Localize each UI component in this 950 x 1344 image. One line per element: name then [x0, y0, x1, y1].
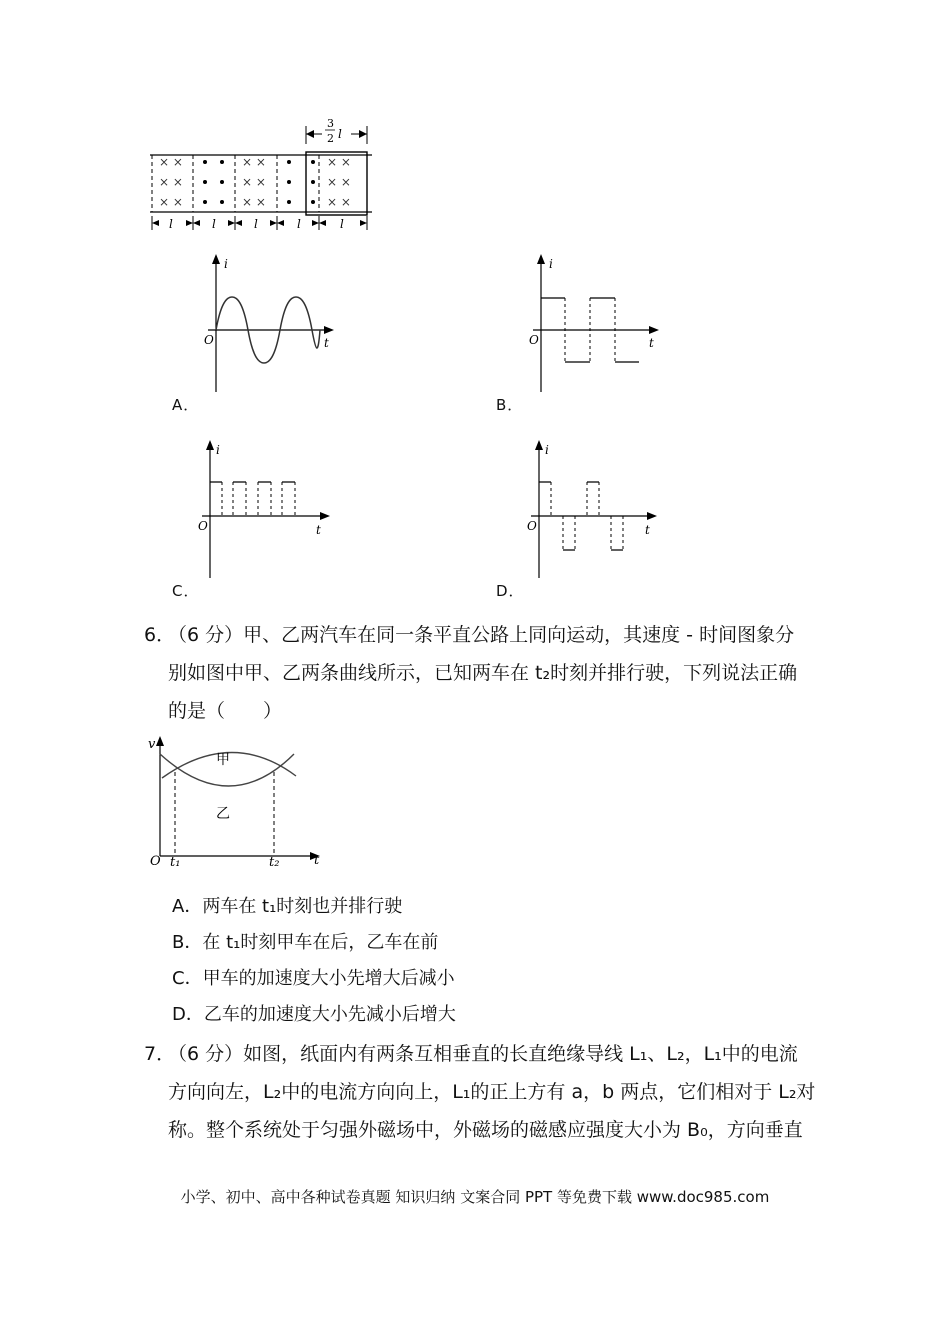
svg-text:× ×: × ×: [242, 175, 266, 189]
origin-label: O: [527, 519, 537, 533]
origin-label: O: [150, 854, 161, 869]
label-var: l: [338, 127, 342, 141]
option-d-label: D．: [496, 582, 525, 600]
t1-label: t₁: [170, 855, 181, 870]
magnetic-field-diagram: [140, 112, 380, 238]
option-c-label: C．: [172, 582, 200, 600]
axis-i-label: i: [216, 443, 220, 457]
segment-label: l: [340, 217, 344, 231]
svg-text:× ×: × ×: [159, 175, 183, 189]
page-footer: 小学、初中、高中各种试卷真题 知识归纳 文案合同 PPT 等免费下载 www.doc985.com: [180, 1188, 770, 1206]
axis-v-label: v: [148, 737, 156, 752]
q6-choice-d: D．乙车的加速度大小先减小后增大: [172, 1004, 456, 1025]
axis-t-label: t: [649, 336, 654, 350]
axis-t-label: t: [314, 853, 320, 868]
q7-line-2: 方向向左，L₂中的电流方向向上，L₁的正上方有 a，b 两点，它们相对于 L₂对: [168, 1081, 816, 1103]
segment-label: l: [169, 217, 173, 231]
label-den: 2: [327, 132, 334, 145]
q6-velocity-time-graph: [140, 732, 330, 872]
axis-t-label: t: [316, 523, 321, 537]
option-b-graph: [515, 252, 665, 397]
option-d-graph: [515, 438, 665, 583]
svg-text:× ×: × ×: [327, 195, 351, 209]
q6-choice-b: B．在 t₁时刻甲车在后，乙车在前: [172, 932, 439, 953]
svg-text:× ×: × ×: [159, 195, 183, 209]
svg-text:× ×: × ×: [159, 155, 183, 169]
q6-number: 6．: [144, 624, 176, 646]
q6-choice-c: C．甲车的加速度大小先增大后减小: [172, 968, 455, 989]
label-num: 3: [327, 117, 334, 130]
axis-t-label: t: [645, 523, 650, 537]
axis-i-label: i: [224, 257, 228, 271]
option-a-label: A．: [172, 396, 200, 414]
segment-label: l: [254, 217, 258, 231]
q7-line-3: 称。整个系统处于匀强外磁场中，外磁场的磁感应强度大小为 B₀，方向垂直: [168, 1119, 803, 1141]
q6-line-1: （6 分）甲、乙两汽车在同一条平直公路上同向运动，其速度 - 时间图象分: [168, 624, 795, 646]
svg-text:× ×: × ×: [327, 175, 351, 189]
svg-text:× ×: × ×: [242, 155, 266, 169]
segment-label: l: [212, 217, 216, 231]
axis-i-label: i: [549, 257, 553, 271]
curve-yi-label: 乙: [216, 806, 230, 822]
q7-line-1: （6 分）如图，纸面内有两条互相垂直的长直绝缘导线 L₁、L₂，L₁中的电流: [168, 1043, 798, 1065]
segment-label: l: [297, 217, 301, 231]
axis-i-label: i: [545, 443, 549, 457]
option-b-label: B．: [496, 396, 524, 414]
axis-t-label: t: [324, 336, 329, 350]
q6-line-3: 的是（ ）: [168, 700, 283, 722]
origin-label: O: [529, 333, 539, 347]
option-a-graph: [190, 252, 340, 397]
svg-text:× ×: × ×: [327, 155, 351, 169]
q7-number: 7．: [144, 1043, 176, 1065]
q6-line-2: 别如图中甲、乙两条曲线所示，已知两车在 t₂时刻并排行驶，下列说法正确: [168, 662, 798, 684]
t2-label: t₂: [269, 855, 280, 870]
curve-jia-label: 甲: [216, 752, 230, 768]
origin-label: O: [198, 519, 208, 533]
svg-text:× ×: × ×: [242, 195, 266, 209]
q6-choice-a: A．两车在 t₁时刻也并排行驶: [172, 896, 403, 917]
option-c-graph: [188, 438, 338, 583]
origin-label: O: [204, 333, 214, 347]
loop-width-label: [306, 117, 367, 145]
